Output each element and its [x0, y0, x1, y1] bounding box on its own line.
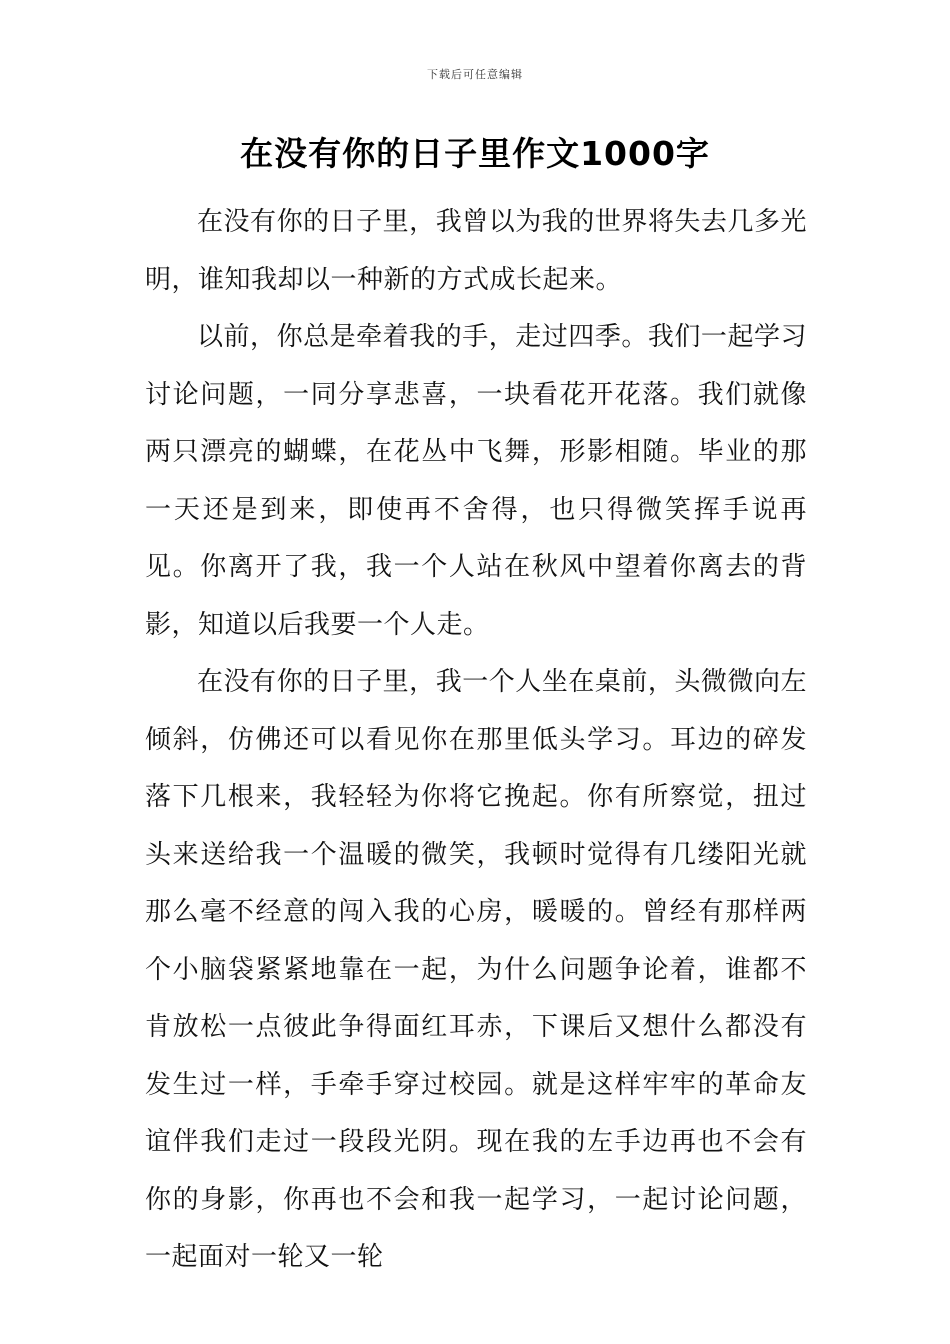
paragraph-3: 在没有你的日子里，我一个人坐在桌前，头微微向左倾斜，仿佛还可以看见你在那里低头学习。耳边的碎发落下几根来，我轻轻为你将它挽起。你有所察觉，扭过头来送给我一个温暖的微笑，我顿时觉得有几缕阳光就那么毫不经意的闯入我的心房，暖暖的。曾经有那样两个小脑袋紧紧地靠在一起，为什么问题争论着，谁都不肯放松一点彼此争得面红耳赤，下课后又想什么都没有发生过一样，手牵手穿过校园。就是这样牢牢的革命友谊伴我们走过一段段光阴。现在我的左手边再也不会有你的身影，你再也不会和我一起学习，一起讨论问题，一起面对一轮又一轮: [145, 667, 807, 1272]
paragraph-2: 以前，你总是牵着我的手，走过四季。我们一起学习讨论问题，一同分享悲喜，一块看花开花落。我们就像两只漂亮的蝴蝶，在花丛中飞舞，形影相随。毕业的那一天还是到来，即使再不舍得，也只得微笑挥手说再见。你离开了我，我一个人站在秋风中望着你离去的背影，知道以后我要一个人走。: [145, 322, 807, 640]
paragraph-1: 在没有你的日子里，我曾以为我的世界将失去几多光明，谁知我却以一种新的方式成长起来。: [145, 207, 807, 295]
header-note: 下载后可任意编辑: [427, 68, 523, 81]
document-body: [145, 194, 807, 1287]
document-title: 在没有你的日子里作文1000字: [240, 134, 710, 173]
